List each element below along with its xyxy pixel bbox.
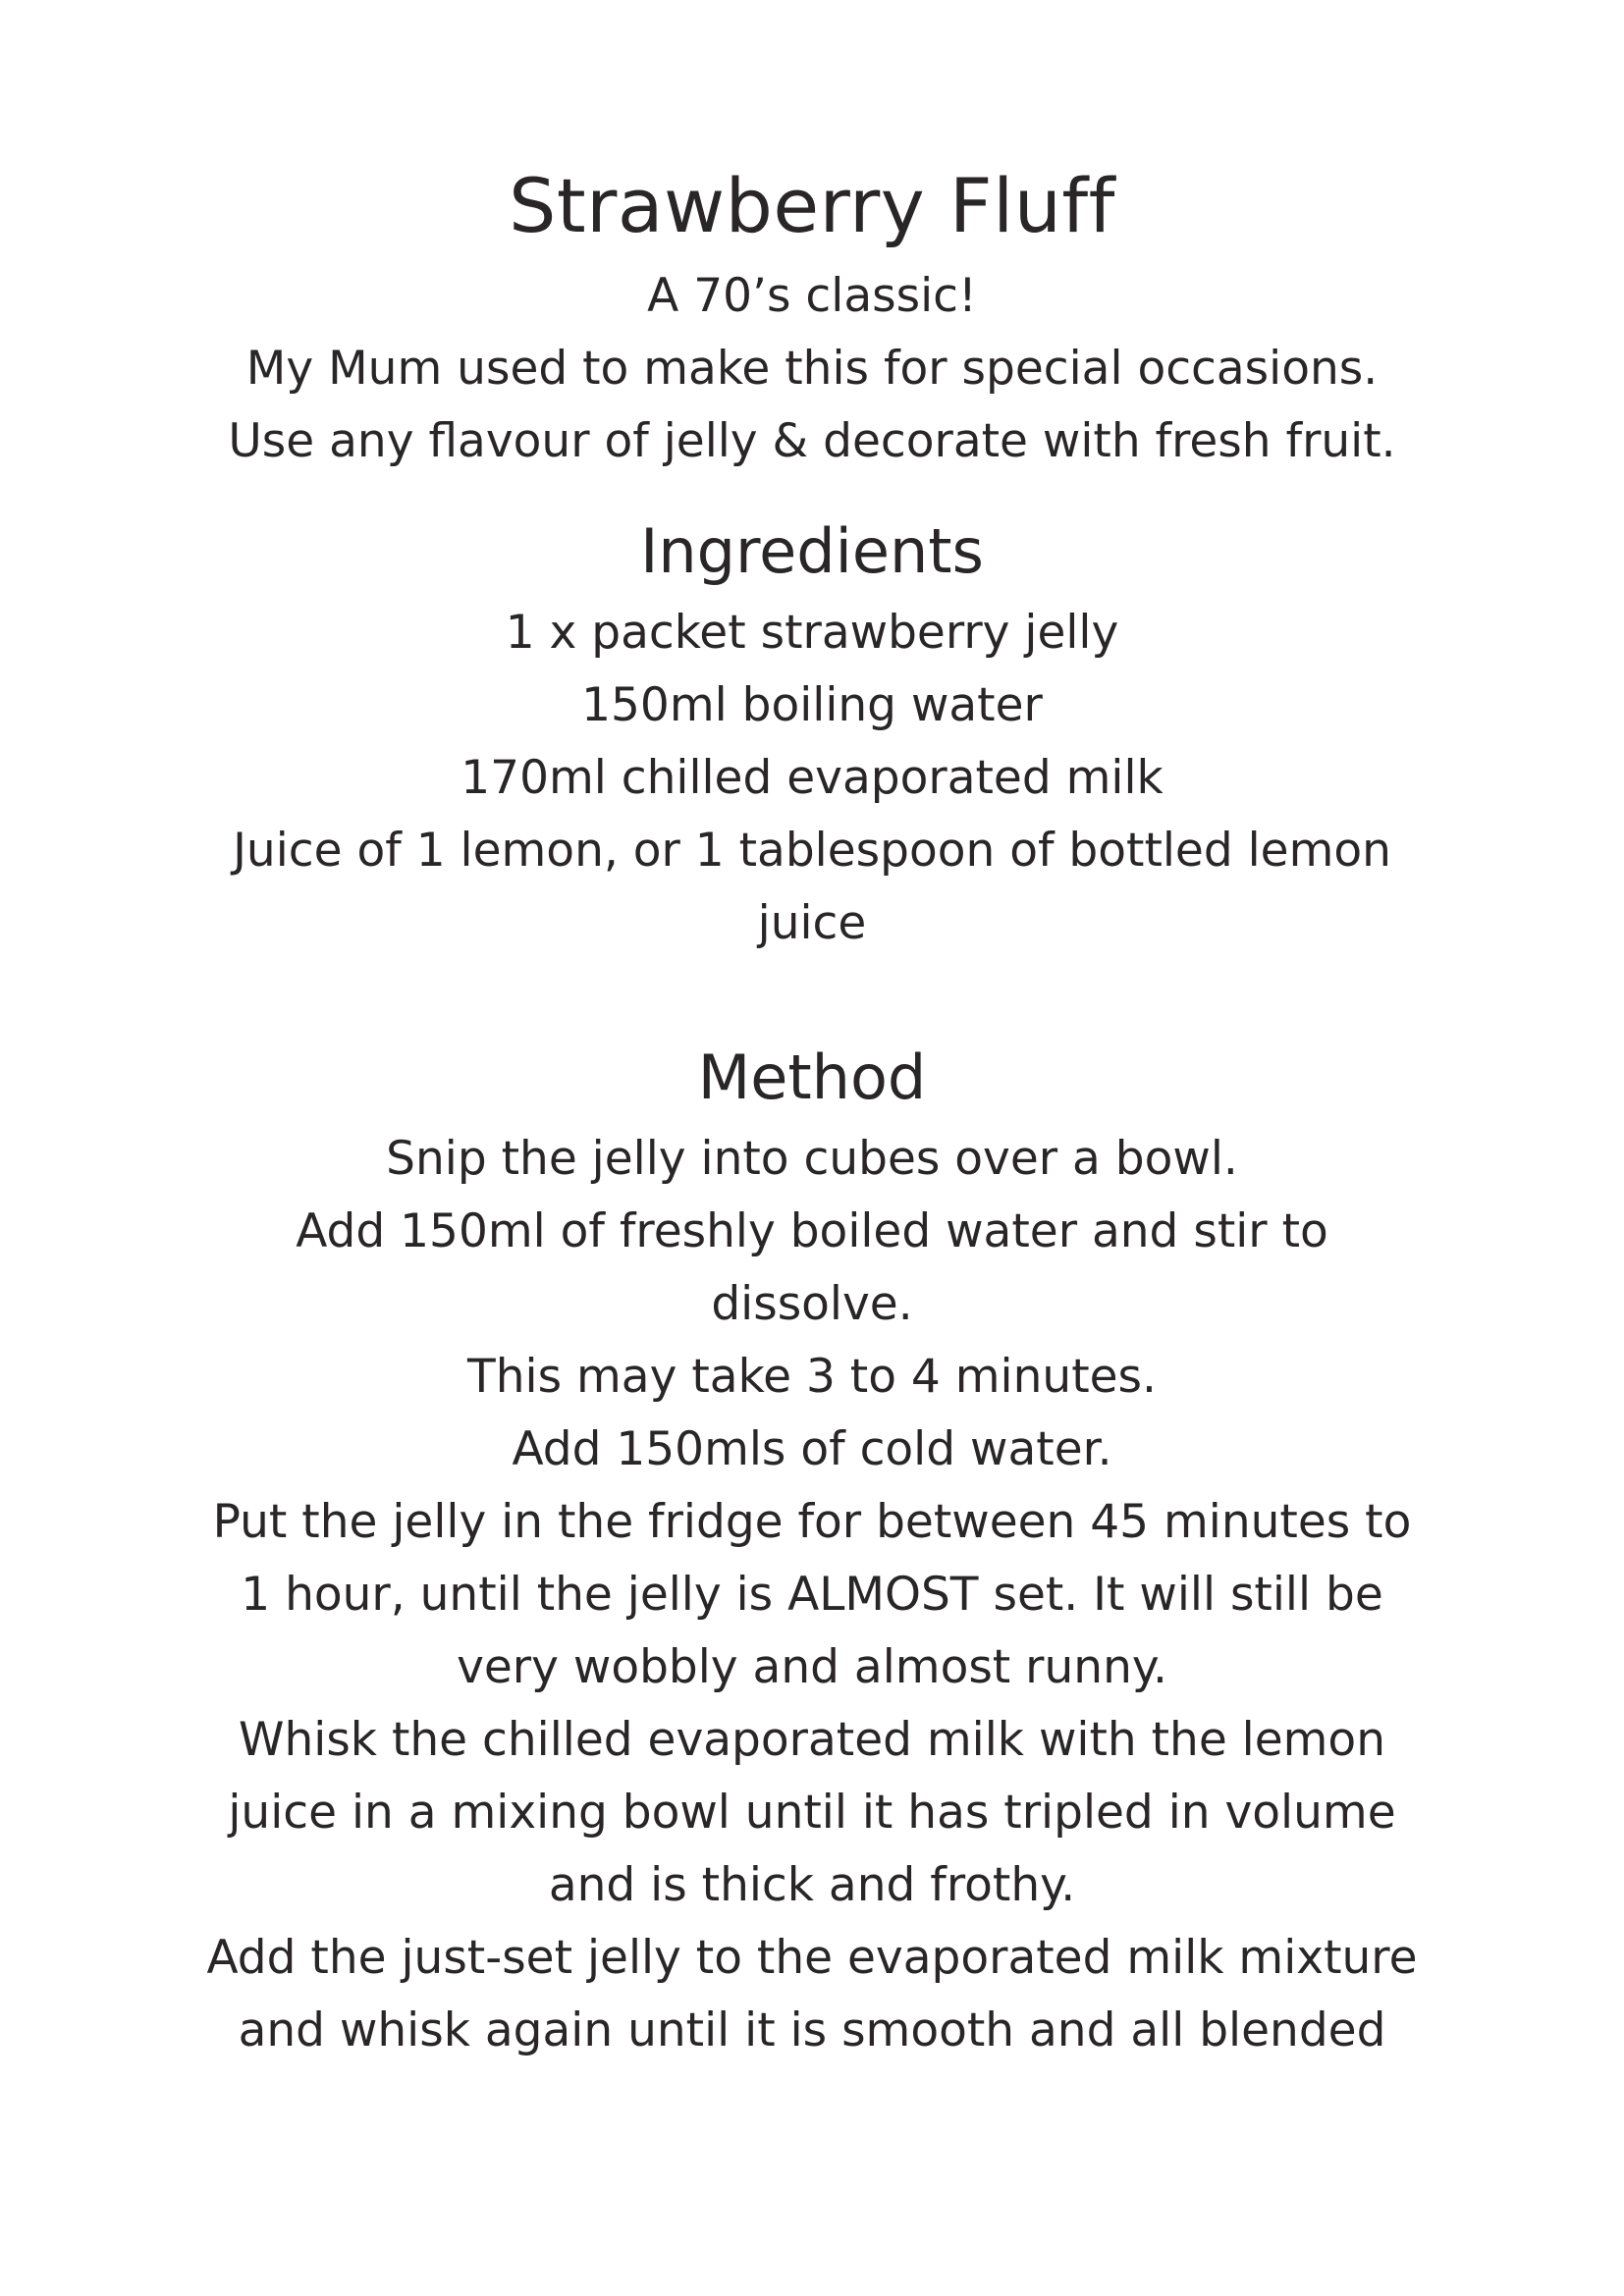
method-heading: Method xyxy=(697,1041,927,1113)
method-line: and is thick and frothy. xyxy=(548,1858,1076,1912)
method-line: and whisk again until it is smooth and all blended xyxy=(238,2003,1386,2057)
ingredients-heading: Ingredients xyxy=(640,515,984,587)
method-line: Whisk the chilled evaporated milk with the lemon xyxy=(239,1713,1385,1767)
method-line: dissolve. xyxy=(711,1277,913,1331)
method-line: Add 150mls of cold water. xyxy=(512,1422,1112,1476)
method-line: This may take 3 to 4 minutes. xyxy=(467,1350,1157,1404)
method-line: juice in a mixing bowl until it has tripled in volume xyxy=(228,1786,1396,1840)
intro-line: My Mum used to make this for special occasions. xyxy=(245,342,1379,396)
ingredient-line: Juice of 1 lemon, or 1 tablespoon of bottled lemon xyxy=(233,824,1391,878)
method-line: Put the jelly in the fridge for between 45 minutes to xyxy=(212,1495,1412,1549)
method-line: Snip the jelly into cubes over a bowl. xyxy=(386,1132,1238,1186)
ingredient-line: 1 x packet strawberry jelly xyxy=(505,606,1119,660)
ingredient-line: juice xyxy=(757,896,867,950)
method-line: 1 hour, until the jelly is ALMOST set. It will still be xyxy=(241,1568,1383,1622)
ingredient-line: 150ml boiling water xyxy=(581,678,1043,732)
intro-line: A 70’s classic! xyxy=(647,269,977,323)
method-line: Add 150ml of freshly boiled water and stir to xyxy=(296,1204,1328,1258)
ingredient-line: 170ml chilled evaporated milk xyxy=(460,751,1164,805)
recipe-title: Strawberry Fluff xyxy=(509,162,1115,249)
method-line: Add the just-set jelly to the evaporated milk mixture xyxy=(206,1931,1418,1985)
intro-line: Use any flavour of jelly & decorate with fresh fruit. xyxy=(228,414,1396,468)
method-line: very wobbly and almost runny. xyxy=(457,1640,1167,1694)
